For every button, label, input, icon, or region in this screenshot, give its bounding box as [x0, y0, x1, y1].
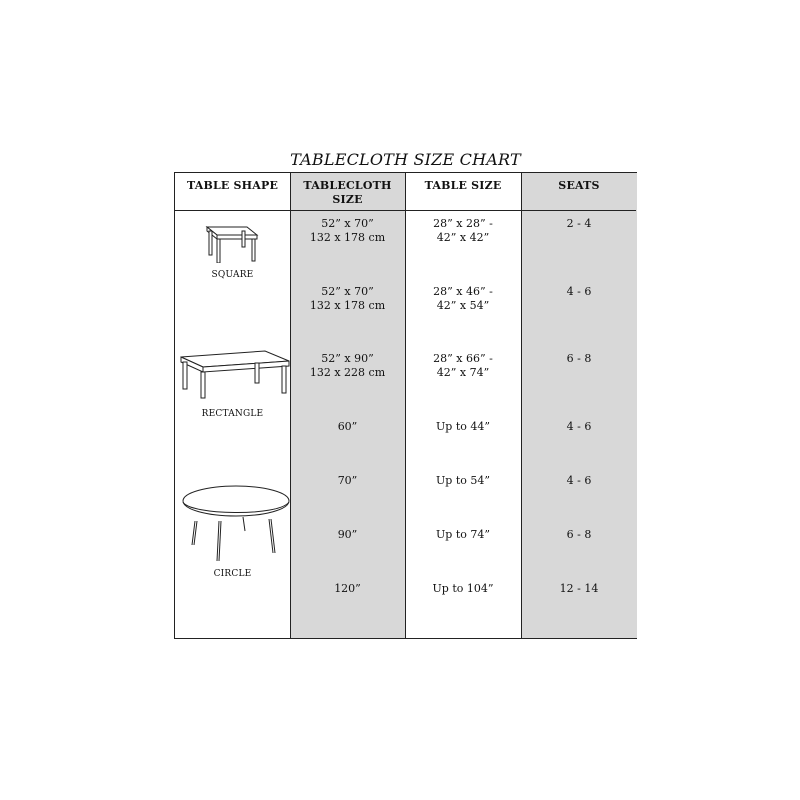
column-divider: [521, 173, 522, 638]
row4-seats: 4 - 6: [566, 420, 592, 433]
row2-seats: 4 - 6: [566, 285, 592, 298]
header-table-size: TABLE SIZE: [424, 179, 502, 192]
seats-column-shade: [521, 173, 637, 638]
rectangle-table-icon: [179, 349, 291, 399]
label-square: SQUARE: [211, 270, 254, 280]
header-tablecloth-size: [290, 179, 405, 207]
row3-size: 28” x 66” - 42” x 74”: [433, 352, 493, 379]
square-table-icon: [203, 221, 263, 263]
row4-size: Up to 44”: [436, 420, 490, 433]
label-circle: CIRCLE: [213, 569, 252, 579]
label-rectangle: RECTANGLE: [201, 409, 264, 419]
row6-cloth: 90”: [337, 528, 358, 541]
row3-cloth: 52” x 90” 132 x 228 cm: [309, 352, 386, 379]
header-tablecloth-line1: TABLECLOTH: [303, 179, 392, 192]
row3-seats: 6 - 8: [566, 352, 592, 365]
row7-size: Up to 104”: [432, 582, 494, 595]
row7-cloth: 120”: [334, 582, 361, 595]
row5-seats: 4 - 6: [566, 474, 592, 487]
row2-size: 28” x 46” - 42” x 54”: [433, 285, 493, 312]
row7-seats: 12 - 14: [559, 582, 599, 595]
header-seats: SEATS: [558, 179, 600, 192]
circle-table-icon: [179, 485, 291, 565]
row6-seats: 6 - 8: [566, 528, 592, 541]
row5-size: Up to 54”: [436, 474, 490, 487]
row4-cloth: 60”: [337, 420, 358, 433]
row1-seats: 2 - 4: [566, 217, 592, 230]
header-divider: [175, 210, 636, 211]
row6-size: Up to 74”: [436, 528, 490, 541]
header-tablecloth-line2: SIZE: [332, 193, 363, 206]
header-table-shape: TABLE SHAPE: [186, 179, 279, 192]
chart-title: TABLECLOTH SIZE CHART: [290, 150, 521, 169]
row5-cloth: 70”: [337, 474, 358, 487]
row2-cloth: 52” x 70” 132 x 178 cm: [309, 285, 386, 312]
size-chart-table: [174, 172, 637, 639]
row1-cloth: 52” x 70” 132 x 178 cm: [309, 217, 386, 244]
row1-size: 28” x 28” - 42” x 42”: [433, 217, 493, 244]
